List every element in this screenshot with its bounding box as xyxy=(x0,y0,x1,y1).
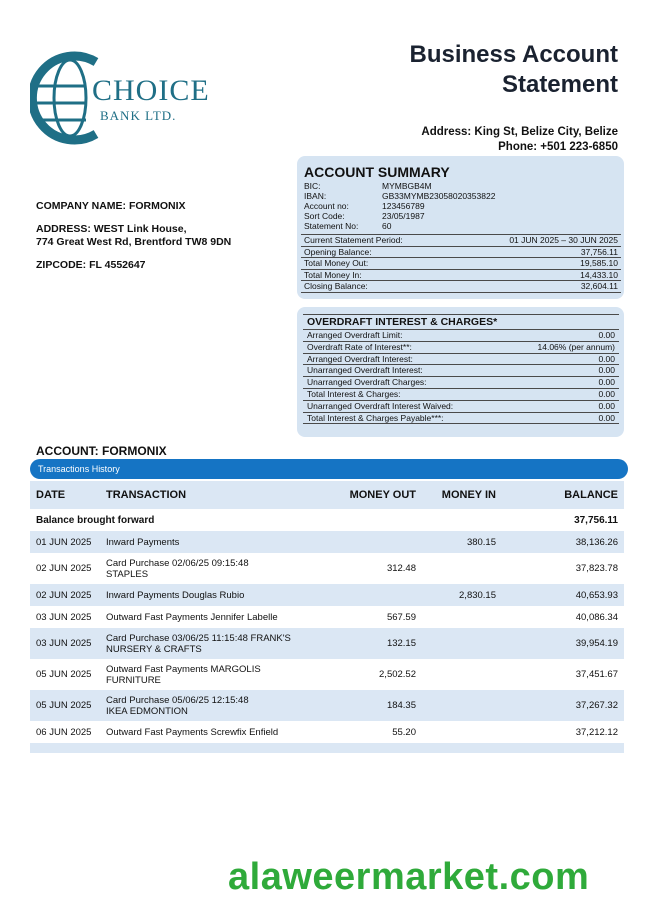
tx-balance: 39,954.19 xyxy=(575,638,618,649)
tx-description xyxy=(106,727,336,738)
summary-value: 01 JUN 2025 – 30 JUN 2025 xyxy=(509,235,618,245)
detail-row xyxy=(304,181,495,191)
summary-row xyxy=(301,234,621,246)
tx-description-line-2: STAPLES xyxy=(106,568,149,580)
title-line-2: Statement xyxy=(501,71,618,98)
table-row xyxy=(30,628,624,659)
company-zipcode: ZIPCODE: FL 4552647 xyxy=(36,259,146,271)
tx-balance: 38,136.26 xyxy=(575,536,618,548)
tx-balance: 37,267.32 xyxy=(575,700,618,711)
overdraft-key: Unarranged Overdraft Interest Waived: xyxy=(307,400,454,411)
company-name: COMPANY NAME: FORMONIX xyxy=(36,200,186,212)
account-summary-heading: ACCOUNT SUMMARY xyxy=(304,164,450,180)
tx-description-line-1: Card Purchase 02/06/25 09:15:48 xyxy=(106,557,249,569)
overdraft-row xyxy=(303,376,619,388)
summary-row xyxy=(301,246,621,258)
account-summary-panel xyxy=(297,156,624,299)
bank-name: CHOICE xyxy=(92,74,210,107)
tx-balance: 37,212.12 xyxy=(575,726,618,738)
table-row xyxy=(30,721,624,743)
overdraft-value: 0.00 xyxy=(598,353,615,364)
summary-value: 14,433.10 xyxy=(580,269,618,280)
overdraft-key: Arranged Overdraft Limit: xyxy=(307,330,403,340)
tx-description-line-2: NURSERY & CRAFTS xyxy=(106,643,202,655)
detail-key: Sort Code: xyxy=(304,211,345,221)
table-row xyxy=(30,659,624,690)
summary-row xyxy=(301,269,621,281)
tx-balance: 40,086.34 xyxy=(575,611,618,623)
tx-description-line-2: FURNITURE xyxy=(106,674,161,686)
account-details xyxy=(304,181,495,231)
tx-description xyxy=(106,633,336,655)
tx-description xyxy=(106,537,336,548)
bank-logo xyxy=(30,48,230,148)
summary-table xyxy=(301,234,621,293)
tx-description-line-1: Card Purchase 05/06/25 12:15:48 xyxy=(106,694,249,706)
company-address xyxy=(36,223,231,249)
tx-date: 02 JUN 2025 xyxy=(36,589,92,601)
summary-row xyxy=(301,280,621,293)
col-balance-header: BALANCE xyxy=(564,489,618,501)
tx-description-line-2: IKEA EDMONTION xyxy=(106,705,188,717)
overdraft-row xyxy=(303,329,619,341)
bank-address: Address: King St, Belize City, Belize xyxy=(421,126,618,138)
summary-key: Current Statement Period: xyxy=(304,235,403,245)
overdraft-value: 0.00 xyxy=(598,365,615,376)
brought-forward-label: Balance brought forward xyxy=(36,514,155,526)
table-row xyxy=(30,606,624,628)
overdraft-key: Overdraft Rate of Interest**: xyxy=(307,341,412,352)
detail-row xyxy=(304,191,495,201)
transaction-rows xyxy=(30,531,624,743)
bank-subtitle: BANK LTD. xyxy=(100,108,177,123)
tx-money-out: 55.20 xyxy=(392,726,416,738)
overdraft-key: Arranged Overdraft Interest: xyxy=(307,353,413,364)
detail-key: IBAN: xyxy=(304,191,327,201)
tx-description-line-1: Outward Fast Payments MARGOLIS xyxy=(106,663,261,675)
tx-description-line-1: Card Purchase 03/06/25 11:15:48 FRANK'S xyxy=(106,632,291,644)
overdraft-row xyxy=(303,364,619,376)
tx-description xyxy=(106,664,336,686)
summary-key: Total Money Out: xyxy=(304,258,369,268)
detail-value: 23/05/1987 xyxy=(382,211,425,221)
detail-value: GB33MYMB23058020353822 xyxy=(382,191,496,201)
overdraft-table xyxy=(303,314,619,424)
overdraft-heading: OVERDRAFT INTEREST & CHARGES* xyxy=(303,314,619,329)
tx-date: 06 JUN 2025 xyxy=(36,726,92,738)
tx-balance: 37,823.78 xyxy=(575,563,618,574)
overdraft-row xyxy=(303,400,619,412)
col-money-out-header: MONEY OUT xyxy=(349,489,416,501)
tx-description xyxy=(106,590,336,601)
tx-description-line-1: Outward Fast Payments Screwfix Enfield xyxy=(106,726,279,738)
overdraft-value: 0.00 xyxy=(598,412,615,423)
col-transaction-header: TRANSACTION xyxy=(106,488,187,501)
company-address-line-1: ADDRESS: WEST Link House, xyxy=(36,223,187,235)
summary-key: Total Money In: xyxy=(304,269,362,280)
tx-balance: 37,451.67 xyxy=(575,669,618,680)
tx-description-line-1: Outward Fast Payments Jennifer Labelle xyxy=(106,611,278,623)
tx-description xyxy=(106,612,336,623)
table-footer xyxy=(30,743,624,753)
transactions-history-bar xyxy=(30,459,628,479)
overdraft-key: Unarranged Overdraft Interest: xyxy=(307,365,423,376)
table-header-row xyxy=(30,481,624,509)
company-address-line-2: 774 Great West Rd, Brentford TW8 9DN xyxy=(36,236,232,248)
tx-description-line-1: Inward Payments xyxy=(106,536,180,548)
overdraft-value: 0.00 xyxy=(598,377,615,388)
tx-description xyxy=(106,558,336,580)
overdraft-row xyxy=(303,388,619,400)
table-row xyxy=(30,690,624,721)
title-line-1: Business Account xyxy=(409,41,618,68)
summary-value: 32,604.11 xyxy=(580,281,618,291)
tx-date: 01 JUN 2025 xyxy=(36,536,92,548)
overdraft-panel xyxy=(297,307,624,437)
summary-value: 37,756.11 xyxy=(580,246,618,257)
tx-money-out: 132.15 xyxy=(386,638,416,649)
tx-date: 05 JUN 2025 xyxy=(36,669,92,680)
detail-key: Account no: xyxy=(304,201,349,211)
col-date-header: DATE xyxy=(36,489,66,501)
brought-forward-balance: 37,756.11 xyxy=(574,514,618,526)
bank-phone: Phone: +501 223-6850 xyxy=(498,141,618,153)
overdraft-value: 14.06% (per annum) xyxy=(537,341,615,352)
tx-balance: 40,653.93 xyxy=(575,589,618,601)
table-row xyxy=(30,553,624,584)
tx-description-line-1: Inward Payments Douglas Rubio xyxy=(106,589,245,601)
tx-date: 03 JUN 2025 xyxy=(36,611,92,623)
overdraft-row xyxy=(303,353,619,365)
tx-date: 02 JUN 2025 xyxy=(36,563,92,574)
tx-date: 05 JUN 2025 xyxy=(36,700,92,711)
summary-key: Closing Balance: xyxy=(304,281,368,291)
statement-title xyxy=(410,40,619,100)
detail-value: 123456789 xyxy=(382,201,425,211)
summary-row xyxy=(301,257,621,269)
overdraft-value: 0.00 xyxy=(598,388,615,399)
col-money-in-header: MONEY IN xyxy=(441,489,496,501)
detail-row xyxy=(304,211,495,221)
summary-key: Opening Balance: xyxy=(304,246,372,257)
overdraft-value: 0.00 xyxy=(598,330,615,340)
summary-value: 19,585.10 xyxy=(580,258,618,268)
overdraft-key: Total Interest & Charges: xyxy=(307,388,401,399)
overdraft-key: Total Interest & Charges Payable***: xyxy=(307,412,444,423)
tx-date: 03 JUN 2025 xyxy=(36,638,92,649)
transactions-table xyxy=(30,481,624,753)
bank-contact xyxy=(421,125,618,155)
tx-money-out: 2,502.52 xyxy=(379,669,416,680)
overdraft-row xyxy=(303,341,619,353)
overdraft-row xyxy=(303,412,619,425)
account-label: ACCOUNT: FORMONIX xyxy=(36,444,167,458)
detail-row xyxy=(304,221,495,231)
detail-row xyxy=(304,201,495,211)
detail-key: Statement No: xyxy=(304,221,359,231)
balance-brought-forward-row xyxy=(30,509,624,531)
tx-money-out: 567.59 xyxy=(386,611,416,623)
watermark: alaweermarket.com xyxy=(228,856,590,898)
transactions-history-label: Transactions History xyxy=(38,464,120,474)
detail-key: BIC: xyxy=(304,181,321,191)
overdraft-key: Unarranged Overdraft Charges: xyxy=(307,377,427,388)
overdraft-value: 0.00 xyxy=(598,400,615,411)
tx-money-in: 2,830.15 xyxy=(459,589,496,601)
table-row xyxy=(30,584,624,606)
detail-value: 60 xyxy=(382,221,392,231)
tx-money-out: 312.48 xyxy=(386,563,416,574)
detail-value: MYMBGB4M xyxy=(382,181,432,191)
company-block xyxy=(36,200,231,282)
tx-description xyxy=(106,695,336,717)
table-row xyxy=(30,531,624,553)
tx-money-in: 380.15 xyxy=(466,536,496,548)
tx-money-out: 184.35 xyxy=(386,700,416,711)
